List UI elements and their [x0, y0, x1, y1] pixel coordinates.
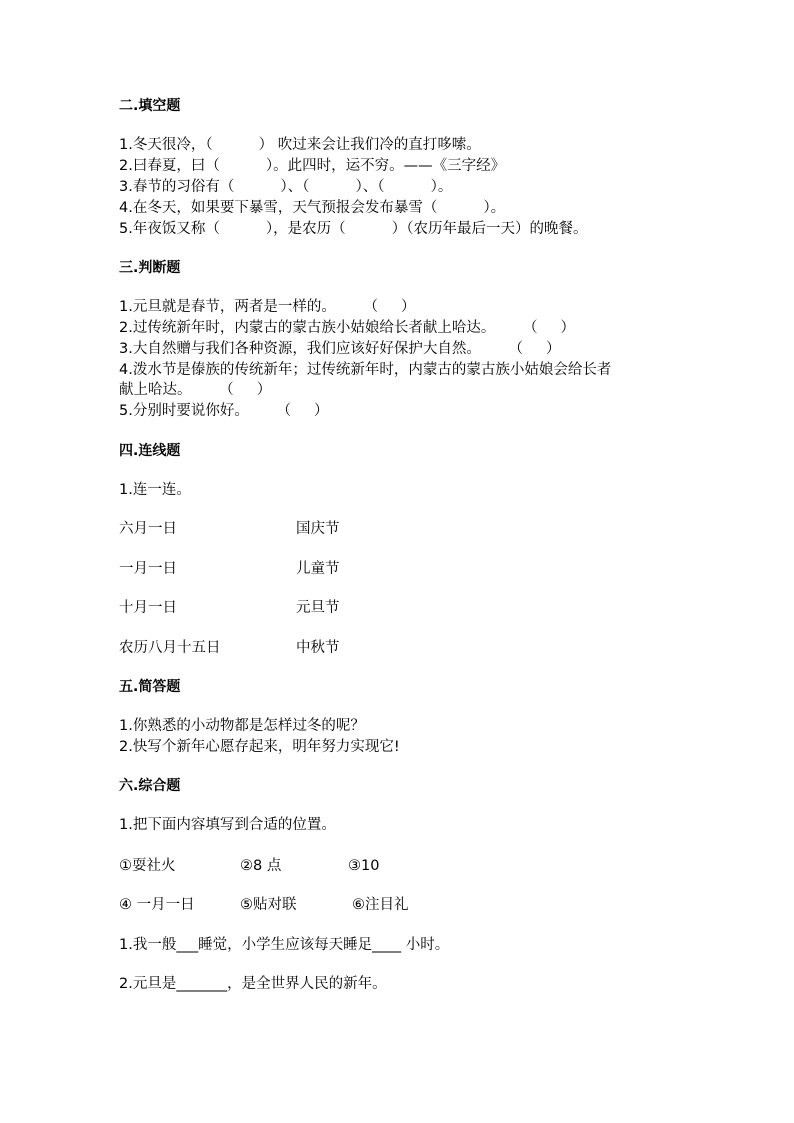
option-5: ⑤贴对联: [240, 897, 297, 913]
match-left-4: 农历八月十五日: [119, 640, 221, 656]
match-left-2: 一月一日: [119, 561, 177, 577]
fill-blank-item-3: 3.春节的习俗有（ ）、（ ）、（ ）。: [119, 179, 453, 195]
option-4: ④ 一月一日: [119, 897, 195, 913]
section-title-comprehensive: 六.综合题: [119, 778, 181, 794]
section-title-short-answer: 五.简答题: [119, 679, 181, 695]
match-right-4: 中秋节: [296, 640, 340, 656]
fill-blank-item-2: 2.曰春夏，曰（ ）。此四时，运不穷。——《三字经》: [119, 158, 506, 174]
match-right-1: 国庆节: [296, 521, 340, 537]
match-right-3: 元旦节: [296, 600, 340, 616]
comprehensive-prompt: 1.把下面内容填写到合适的位置。: [119, 817, 336, 833]
fill-blank-item-5: 5.年夜饭又称（ ），是农历（ ）（农历年最后一天）的晚餐。: [119, 221, 588, 237]
match-left-3: 十月一日: [119, 600, 177, 616]
option-1: ①耍社火: [119, 858, 176, 874]
comprehensive-question-1: 1.我一般___睡觉，小学生应该每天睡足____ 小时。: [119, 937, 450, 953]
option-6: ⑥注目礼: [352, 897, 409, 913]
judge-item-4-cont: 献上哈达。 （ ）: [119, 382, 272, 398]
judge-item-5: 5.分别时要说你好。 （ ）: [119, 403, 329, 419]
comprehensive-question-2: 2.元旦是_______，是全世界人民的新年。: [119, 976, 387, 992]
short-answer-item-1: 1.你熟悉的小动物都是怎样过冬的呢？: [119, 718, 365, 734]
fill-blank-item-1: 1.冬天很冷，（ ） 吹过来会让我们冷的直打哆嗦。: [119, 137, 481, 153]
judge-item-4: 4.泼水节是傣族的传统新年；过传统新年时，内蒙古的蒙古族小姑娘会给长者: [119, 362, 612, 378]
match-left-1: 六月一日: [119, 521, 177, 537]
option-2: ②8 点: [240, 858, 282, 874]
match-right-2: 儿童节: [296, 561, 340, 577]
judge-item-3: 3.大自然赠与我们各种资源，我们应该好好保护大自然。 （ ）: [119, 341, 561, 357]
judge-item-2: 2.过传统新年时，内蒙古的蒙古族小姑娘给长者献上哈达。 （ ）: [119, 320, 576, 336]
match-prompt: 1.连一连。: [119, 482, 191, 498]
option-3: ③10: [348, 858, 380, 874]
short-answer-item-2: 2.快写个新年心愿存起来，明年努力实现它!: [119, 739, 400, 755]
judge-item-1: 1.元旦就是春节，两者是一样的。 （ ）: [119, 299, 416, 315]
section-title-match: 四.连线题: [119, 443, 181, 459]
fill-blank-item-4: 4.在冬天，如果要下暴雪，天气预报会发布暴雪（ ）。: [119, 200, 506, 216]
section-title-fill-blank: 二.填空题: [119, 98, 181, 114]
section-title-judge: 三.判断题: [119, 260, 181, 276]
